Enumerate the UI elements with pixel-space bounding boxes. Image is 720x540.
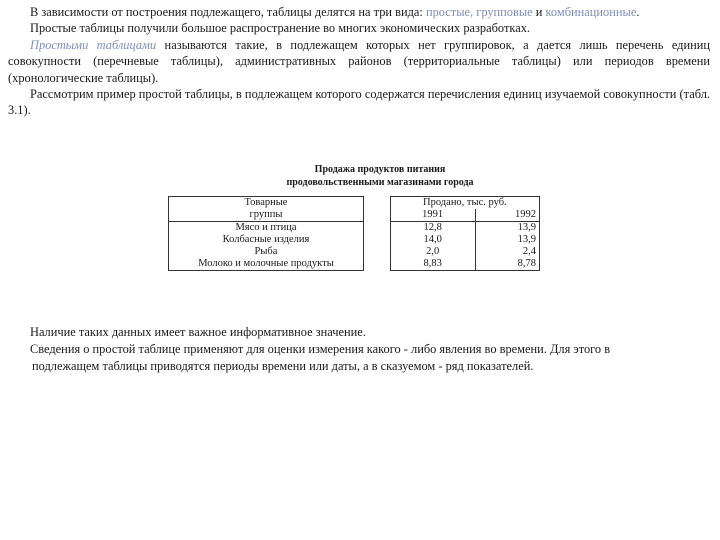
table-title: [160, 164, 600, 189]
row-name: Мясо и птица: [169, 222, 364, 235]
term-simple: простые: [425, 5, 471, 19]
table-title-line-1: Продажа продуктов питания: [314, 164, 446, 175]
term-simple-tables: Простыми таблицами: [30, 37, 157, 52]
period: .: [636, 5, 640, 19]
header-sold: Продано, тыс. руб.: [390, 197, 539, 210]
separator: ,: [470, 5, 477, 19]
sales-table: [168, 196, 540, 271]
header-goods: Товарные: [169, 197, 364, 210]
row-value-1991: 2,0: [390, 246, 475, 258]
row-value-1991: 12,8: [390, 222, 475, 235]
conjunction: и: [532, 5, 546, 19]
row-value-1992: 13,9: [475, 222, 539, 235]
header-year-1991: 1991: [390, 209, 475, 222]
paragraph-example: Рассмотрим пример простой таблицы, в подлежащем которого содержатся перечисления единиц изучаемой совокупности (табл. 3.1).: [8, 87, 710, 118]
term-combination: комбинационные: [545, 5, 637, 19]
paragraph-usage-line-1: Сведения о простой таблице применяют для оценки измерения какого - либо явления во времени. Для этого в: [30, 342, 611, 356]
row-value-1992: 13,9: [475, 234, 539, 246]
types-intro-text: В зависимости от построения подлежащего, таблицы делятся на три вида:: [30, 5, 426, 19]
intro-text: [8, 4, 710, 119]
header-groups: группы: [169, 209, 364, 222]
row-value-1992: 2,4: [475, 246, 539, 258]
outro-text: [30, 324, 710, 375]
paragraph-types: [8, 4, 710, 20]
paragraph-usage-line-2: подлежащем таблицы приводятся периоды времени или даты, а в сказуемом - ряд показателей.: [32, 359, 534, 373]
row-name: Колбасные изделия: [169, 234, 364, 246]
header-year-1992: 1992: [475, 209, 539, 222]
paragraph-simple-definition: [8, 37, 710, 86]
table-row: [169, 258, 540, 271]
row-value-1991: 8,83: [390, 258, 475, 271]
table-row: [169, 222, 540, 235]
table-title-line-2: продовольственными магазинами города: [286, 176, 474, 188]
table-row: [169, 234, 540, 246]
paragraph-simple-popular: Простые таблицы получили большое распространение во многих экономических разработках.: [30, 21, 530, 36]
row-name: Молоко и молочные продукты: [169, 258, 364, 271]
table-row: [169, 246, 540, 258]
term-group: групповые: [476, 5, 533, 19]
row-value-1991: 14,0: [390, 234, 475, 246]
paragraph-importance: Наличие таких данных имеет важное информативное значение.: [30, 325, 366, 339]
row-value-1992: 8,78: [475, 258, 539, 271]
definition-text: называются такие, в подлежащем которых нет группировок, а дается лишь перечень единиц совокупности (перечневые таблицы), административных районов (территориальные таблицы) или периодов времени (хронологические таблицы).: [8, 37, 711, 85]
row-name: Рыба: [169, 246, 364, 258]
